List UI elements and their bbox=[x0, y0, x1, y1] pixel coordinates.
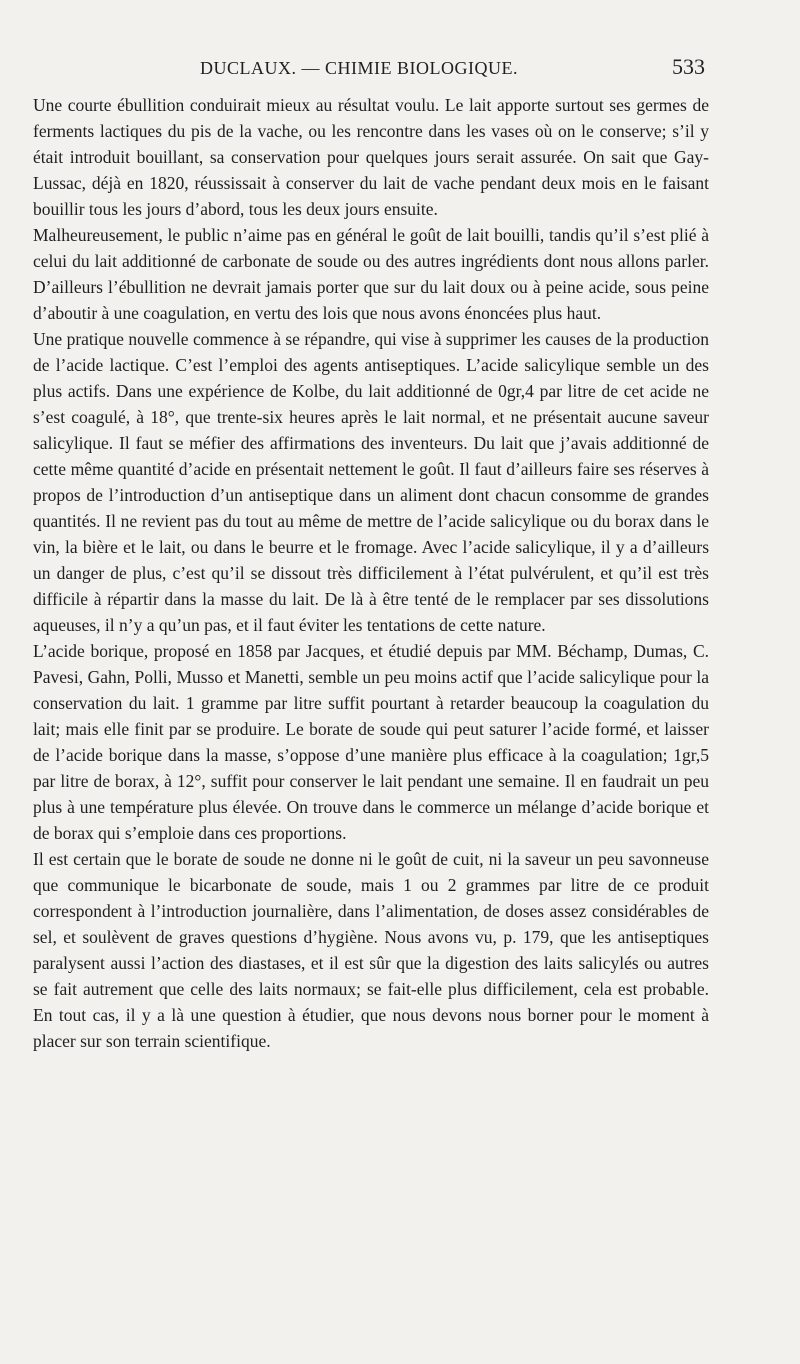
paragraph-salicylic-acid: Une pratique nouvelle commence à se répandre, qui vise à supprimer les causes de la production de l’acide lactique. C’est l’emploi des agents antiseptiques. L’acide salicylique semble un des plus actifs. Dans une expérience de Kolbe, du lait additionné de 0gr,4 par litre de cet acide ne s’est coagulé, à 18°, que trente-six heures après le lait normal, et ne présentait aucune saveur salicylique. Il faut se méfier des affirmations des inventeurs. Du lait que j’avais additionné de cette même quantité d’acide en présentait nettement le goût. Il faut d’ailleurs faire ses réserves à propos de l’introduction d’un antiseptique dans un aliment dont chacun consomme de grandes quantités. Il ne revient pas du tout au même de mettre de l’acide salicylique ou du borax dans le vin, la bière et le lait, ou dans le beurre et le fromage. Avec l’acide salicylique, il y a d’ailleurs un danger de plus, c’est qu’il se dissout très difficilement à l’état pulvérulent, et qu’il est très difficile à répartir dans la masse du lait. De là à être tenté de le remplacer par ses dissolutions aqueuses, il n’y a qu’un pas, et il faut éviter les tentations de cette nature. bbox=[33, 329, 709, 635]
body-text bbox=[33, 92, 709, 1054]
paragraph-hygiene: Il est certain que le borate de soude ne donne ni le goût de cuit, ni la saveur un peu savonneuse que communique le bicarbonate de soude, mais 1 ou 2 grammes par litre de ce produit correspondent à l’introduction journalière, dans l’alimentation, de doses assez considérables de sel, et soulèvent de graves questions d’hygiène. Nous avons vu, p. 179, que les antiseptiques paralysent aussi l’action des diastases, et il est sûr que la digestion des laits salicylés ou autres se fait autrement que celle des laits normaux; se fait-elle plus difficilement, cela est probable. En tout cas, il y a là une question à étudier, que nous devons nous borner pour le moment à placer sur son terrain scientifique. bbox=[33, 849, 709, 1051]
page-header bbox=[0, 50, 800, 86]
paragraph-boiled-milk-taste: Malheureusement, le public n’aime pas en général le goût de lait bouilli, tandis qu’il s’est plié à celui du lait additionné de carbonate de soude ou des autres ingrédients dont nous allons parler. D’ailleurs l’ébullition ne devrait jamais porter que sur du lait doux ou à peine acide, sous peine d’aboutir à une coagulation, en vertu des lois que nous avons énoncées plus haut. bbox=[33, 225, 709, 323]
running-head: DUCLAUX. — CHIMIE BIOLOGIQUE. bbox=[200, 58, 518, 78]
page-number: 533 bbox=[672, 54, 705, 79]
paragraph-boric-acid: L’acide borique, proposé en 1858 par Jacques, et étudié depuis par MM. Béchamp, Dumas, C. Pavesi, Gahn, Polli, Musso et Manetti, semble un peu moins actif que l’acide salicylique pour la conservation du lait. 1 gramme par litre suffit pourtant à retarder beaucoup la coagulation du lait; mais elle finit par se produire. Le borate de soude qui peut saturer l’acide formé, et laisser de l’acide borique dans la masse, s’oppose d’une manière plus efficace à la coagulation; 1gr,5 par litre de borax, à 12°, suffit pour conserver le lait pendant une semaine. Il en faudrait un peu plus à une température plus élevée. On trouve dans le commerce un mélange d’acide borique et de borax qui s’emploie dans ces proportions. bbox=[33, 641, 709, 843]
paragraph-boiling: Une courte ébullition conduirait mieux au résultat voulu. Le lait apporte surtout ses germes de ferments lactiques du pis de la vache, ou les rencontre dans les vases où on le conserve; s’il y était introduit bouillant, sa conservation pour quelques jours serait assurée. On sait que Gay-Lussac, déjà en 1820, réussissait à conserver du lait de vache pendant deux mois en le faisant bouillir tous les jours d’abord, tous les deux jours ensuite. bbox=[33, 95, 709, 219]
